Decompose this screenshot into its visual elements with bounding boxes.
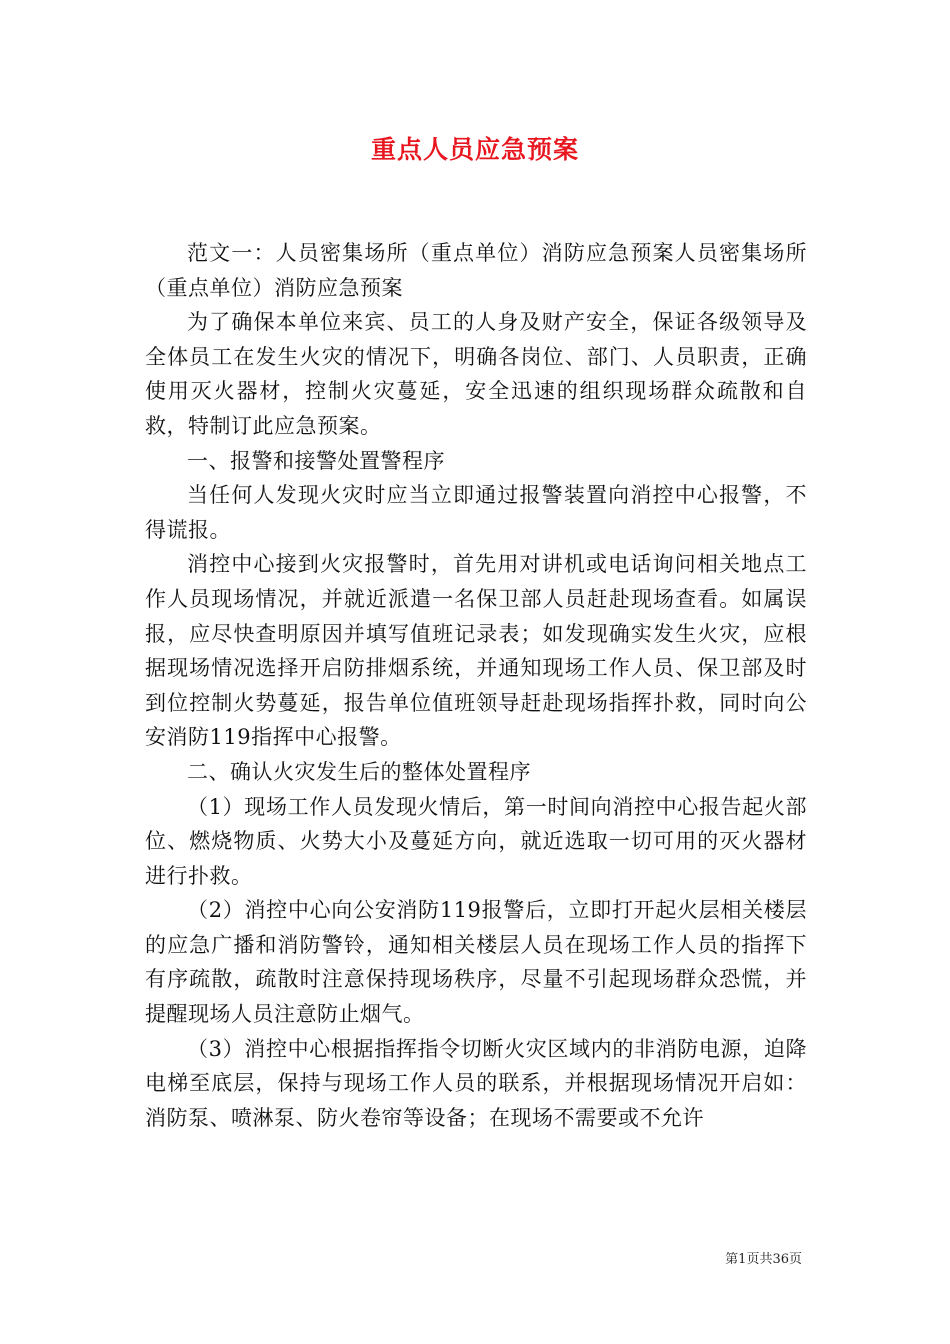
paragraph-step-1: （1）现场工作人员发现火情后，第一时间向消控中心报告起火部位、燃烧物质、火势大小及蔓延方向，就近选取一切可用的灭火器材进行扑救。 xyxy=(145,794,807,888)
paragraph-intro: 范文一：人员密集场所（重点单位）消防应急预案人员密集场所（重点单位）消防应急预案 xyxy=(145,241,807,300)
paragraph-step-3: （3）消控中心根据指挥指令切断火灾区域内的非消防电源，迫降电梯至底层，保持与现场工作人员的联系，并根据现场情况开启如：消防泵、喷淋泵、防火卷帘等设备；在现场不需要或不允许 xyxy=(145,1036,807,1130)
paragraph-control-center: 消控中心接到火灾报警时，首先用对讲机或电话询问相关地点工作人员现场情况，并就近派遣一名保卫部人员赶赴现场查看。如属误报，应尽快查明原因并填写值班记录表；如发现确实发生火灾，应根据现场情况选择开启防排烟系统，并通知现场工作人员、保卫部及时到位控制火势蔓延，报告单位值班领导赶赴现场指挥扑救，同时向公安消防119指挥中心报警。 xyxy=(145,552,807,750)
paragraph-alarm: 当任何人发现火灾时应当立即通过报警装置向消控中心报警，不得谎报。 xyxy=(145,483,807,542)
section-heading-procedure: 二、确认火灾发生后的整体处置程序 xyxy=(187,759,531,784)
document-title: 重点人员应急预案 xyxy=(370,135,579,164)
paragraph-purpose: 为了确保本单位来宾、员工的人身及财产安全，保证各级领导及全体员工在发生火灾的情况下，明确各岗位、部门、人员职责，正确使用灭火器材，控制火灾蔓延，安全迅速的组织现场群众疏散和自救，特制订此应急预案。 xyxy=(145,310,807,438)
paragraph-step-2: （2）消控中心向公安消防119报警后，立即打开起火层相关楼层的应急广播和消防警铃，通知相关楼层人员在现场工作人员的指挥下有序疏散，疏散时注意保持现场秩序，尽量不引起现场群众恐慌，并提醒现场人员注意防止烟气。 xyxy=(145,898,807,1027)
section-heading-alarm: 一、报警和接警处置警程序 xyxy=(187,448,445,473)
page-number: 第1页共36页 xyxy=(725,1252,802,1267)
document-body xyxy=(145,236,807,1135)
